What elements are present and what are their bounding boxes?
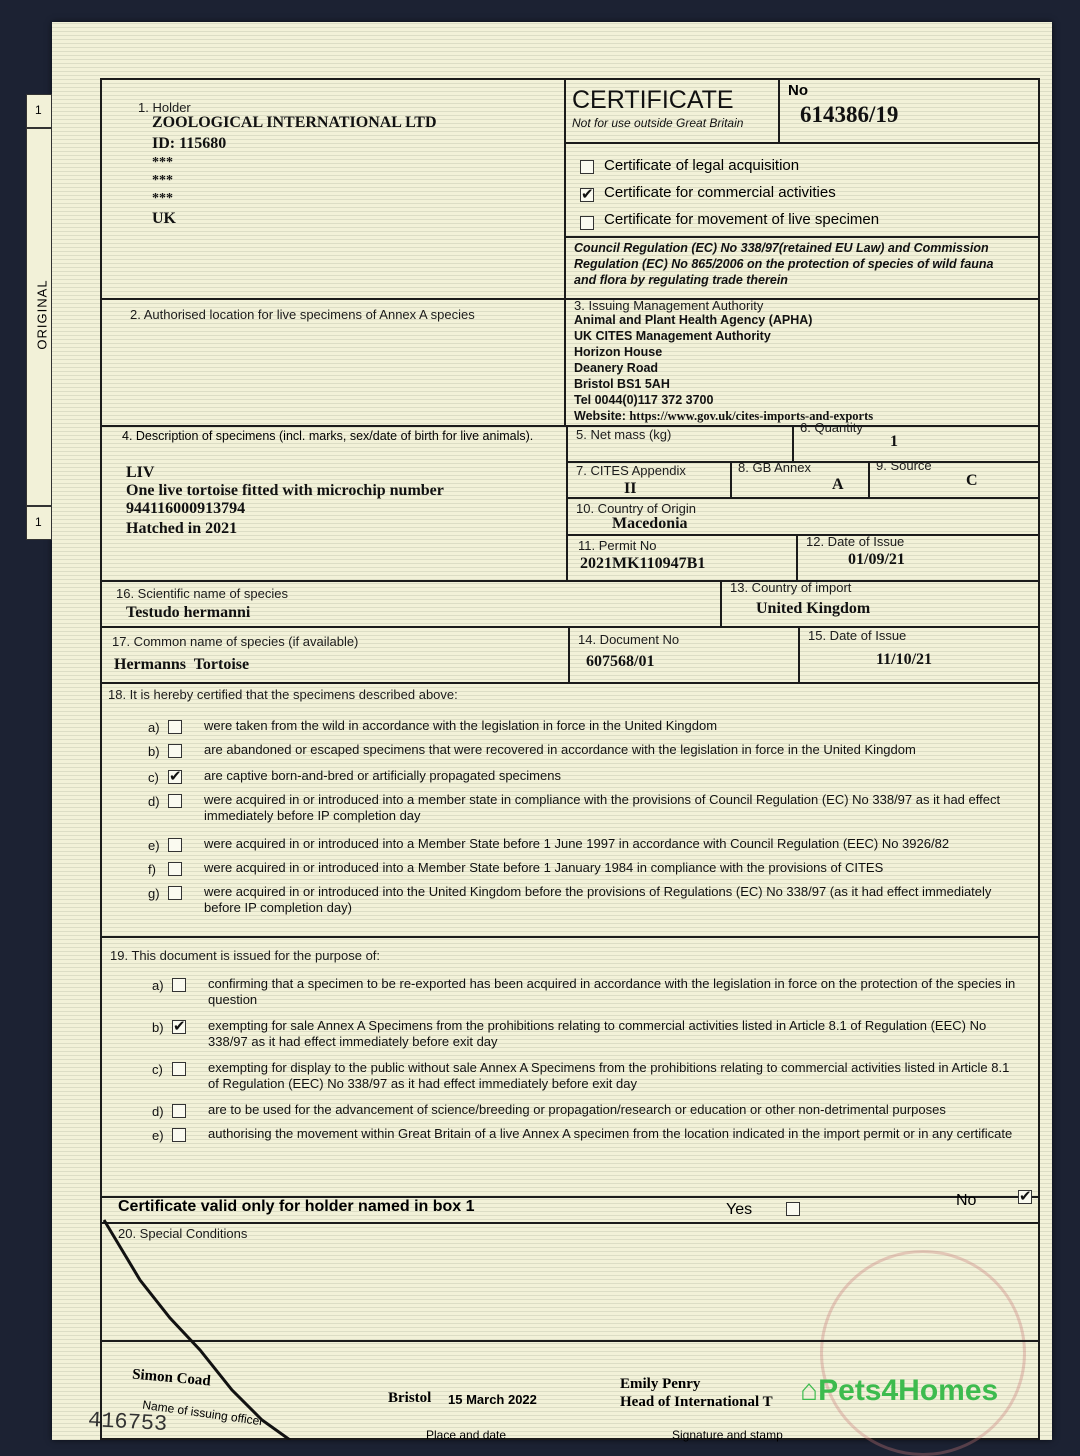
divider — [730, 461, 732, 497]
authority-line4: Deanery Road — [574, 361, 659, 375]
box18-item-letter: g) — [148, 886, 160, 901]
holder-line3: *** — [152, 191, 173, 206]
valid-yes-label: Yes — [726, 1201, 753, 1218]
side-strip-top — [26, 94, 52, 128]
commercial-activities-label: Certificate for commercial activities — [604, 184, 836, 201]
website-link[interactable]: https://www.gov.uk/cites-imports-and-exports — [629, 409, 874, 423]
box19-item-letter: b) — [152, 1020, 164, 1035]
box18-item-letter: b) — [148, 744, 160, 759]
box19-item-text: are to be used for the advancement of science/breeding or propagation/research or education or other non-detrimental purposes — [208, 1102, 946, 1117]
issue15-value: 11/10/21 — [876, 651, 933, 668]
permit-value: 2021MK110947B1 — [580, 555, 706, 572]
box19-item-text: exempting for sale Annex A Specimens from the prohibitions relating to commercial activities listed in Article 8.1 of Regulation (EEC) No 338/97 as it had effect immediately before exit day — [208, 1018, 987, 1049]
place: Bristol — [388, 1390, 432, 1406]
scientific-label: 16. Scientific name of species — [116, 586, 288, 601]
commercial-activities-checkbox[interactable] — [580, 188, 594, 202]
box19-item-checkbox[interactable] — [172, 1020, 186, 1034]
box19-item-text: exempting for display to the public without sale Annex A Specimens from the prohibitions relating to commercial activities listed in Article 8.1 of Regulation (EEC) No 338/97 as it had effect immediately before exit day — [208, 1060, 1010, 1091]
box18-item-letter: e) — [148, 838, 160, 853]
common-value: Hermanns Tortoise — [114, 656, 250, 673]
cites-appendix-value: II — [624, 480, 637, 497]
permit-label: 11. Permit No — [578, 538, 657, 553]
legal-acquisition-label: Certificate of legal acquisition — [604, 157, 800, 174]
box18-item-letter: d) — [148, 794, 160, 809]
box18-item-text: are abandoned or escaped specimens that were recovered in accordance with the legislation in force in the United Kingdom — [204, 742, 916, 757]
authority-label: 3. Issuing Management Authority — [574, 298, 764, 313]
box18-item-text: were acquired in or introduced into the United Kingdom before the provisions of Regulations (EC) No 338/97 (as it had effect immediately before IP completion day) — [204, 884, 992, 915]
box19-item-text: confirming that a specimen to be re-exported has been acquired in accordance with the legislation in force on the protection of the species in question — [208, 976, 1016, 1007]
divider — [778, 80, 780, 142]
description-line3: 944116000913794 — [126, 500, 246, 517]
quantity-value: 1 — [890, 433, 898, 450]
doc14-value: 607568/01 — [586, 653, 655, 670]
divider — [564, 142, 1040, 144]
doc14-label: 14. Document No — [578, 632, 680, 647]
holder-country: UK — [152, 210, 176, 227]
divider — [564, 236, 1040, 238]
box19-item-letter: a) — [152, 978, 164, 993]
authority-line3: Horizon House — [574, 345, 663, 359]
box19-item-checkbox[interactable] — [172, 1062, 186, 1076]
origin-value: Macedonia — [612, 515, 688, 532]
footer-number: 416753 — [87, 1407, 168, 1438]
box18-label: 18. It is hereby certified that the specimens described above: — [108, 687, 458, 702]
box18-item-text: are captive born-and-bred or artificially propagated specimens — [204, 768, 561, 783]
box18-item-text: were acquired in or introduced into a Member State before 1 January 1984 in compliance with the provisions of CITES — [204, 860, 884, 875]
quantity-label: 6. Quantity — [800, 420, 863, 435]
signer-name: Emily Penry — [620, 1376, 701, 1392]
issue12-value: 01/09/21 — [848, 551, 905, 568]
movement-live-label: Certificate for movement of live specimen — [604, 211, 880, 228]
box18-item-text: were acquired in or introduced into a Member State before 1 June 1997 in accordance with Council Regulation (EEC) No 3926/82 — [204, 836, 950, 851]
source-label: 9. Source — [876, 458, 932, 473]
box19-item-checkbox[interactable] — [172, 978, 186, 992]
description-label: 4. Description of specimens (incl. marks, sex/date of birth for live animals). — [122, 429, 534, 443]
description-line4: Hatched in 2021 — [126, 520, 238, 537]
divider — [720, 580, 722, 626]
box18-item-checkbox[interactable] — [168, 794, 182, 808]
divider — [796, 534, 798, 580]
issue-date: 15 March 2022 — [448, 1392, 537, 1407]
divider — [566, 534, 1040, 536]
authority-line2: UK CITES Management Authority — [574, 329, 771, 343]
box18-item-checkbox[interactable] — [168, 886, 182, 900]
description-line2: One live tortoise fitted with microchip number — [126, 482, 444, 499]
cites-appendix-label: 7. CITES Appendix — [576, 463, 686, 478]
certificate-number: 614386/19 — [800, 102, 899, 127]
box18-item-checkbox[interactable] — [168, 744, 182, 758]
house-icon: ⌂ — [800, 1374, 819, 1407]
scientific-value: Testudo hermanni — [126, 604, 251, 621]
divider — [102, 1340, 1040, 1342]
website-label: Website: — [574, 409, 626, 423]
box18-item-letter: a) — [148, 720, 160, 735]
side-bottom-number: 1 — [35, 515, 42, 529]
divider — [102, 1222, 1040, 1224]
valid-yes-checkbox[interactable] — [786, 1202, 800, 1216]
signature-label: Signature and stamp — [672, 1428, 783, 1442]
original-label: ORIGINAL — [34, 279, 50, 350]
origin-label: 10. Country of Origin — [576, 501, 696, 516]
valid-no-label: No — [956, 1192, 977, 1209]
box18-item-text: were taken from the wild in accordance with the legislation in force in the United Kingdom — [204, 718, 718, 733]
box19-item-checkbox[interactable] — [172, 1104, 186, 1118]
import13-label: 13. Country of import — [730, 580, 852, 595]
description-line1: LIV — [126, 464, 155, 481]
box18-item-checkbox[interactable] — [168, 770, 182, 784]
source-value: C — [966, 472, 978, 489]
pets4homes-watermark — [800, 1374, 998, 1408]
box19-item-text: authorising the movement within Great Britain of a live Annex A specimen from the location indicated in the import permit or in any certificate — [208, 1126, 1013, 1141]
side-strip-bottom — [26, 506, 52, 540]
legal-acquisition-checkbox[interactable] — [580, 160, 594, 174]
common-label: 17. Common name of species (if available) — [112, 634, 359, 649]
side-top-number: 1 — [35, 103, 42, 117]
officer-name: Simon Coad — [131, 1366, 212, 1390]
divider — [102, 298, 1040, 300]
divider — [568, 626, 570, 682]
box19-item-letter: d) — [152, 1104, 164, 1119]
divider — [102, 682, 1040, 684]
holder-id: ID: 115680 — [152, 135, 227, 152]
issue12-label: 12. Date of Issue — [806, 534, 905, 549]
side-strip — [26, 128, 52, 506]
box2-label: 2. Authorised location for live specimens of Annex A species — [130, 307, 475, 322]
import13-value: United Kingdom — [756, 600, 871, 617]
holder-line1: *** — [152, 155, 173, 170]
box18-item-checkbox[interactable] — [168, 838, 182, 852]
valid-holder-text: Certificate valid only for holder named in box 1 — [118, 1198, 475, 1215]
divider — [102, 580, 1040, 582]
certificate-title: CERTIFICATE — [572, 86, 734, 114]
signer-title: Head of International T — [620, 1394, 773, 1410]
gb-annex-label: 8. GB Annex — [738, 460, 811, 475]
authority-line5: Bristol BS1 5AH — [574, 377, 670, 391]
box18-item-checkbox[interactable] — [168, 862, 182, 876]
box18-item-letter: c) — [148, 770, 159, 785]
certificate-no-label: No — [788, 82, 808, 99]
divider — [566, 497, 1040, 499]
divider — [566, 425, 568, 580]
box20-label: 20. Special Conditions — [118, 1226, 248, 1241]
box18-item-letter: f) — [148, 862, 156, 877]
regulation-text: Council Regulation (EC) No 338/97(retained EU Law) and Commission Regulation (EC) No 865/2006 on the protection of species of wild fauna and flora by regulating trade therein — [574, 241, 994, 287]
box18-item-checkbox[interactable] — [168, 720, 182, 734]
holder-label: 1. Holder — [138, 100, 191, 115]
divider — [564, 80, 566, 425]
gb-annex-value: A — [832, 476, 844, 493]
authority-line1: Animal and Plant Health Agency (APHA) — [574, 313, 813, 327]
movement-live-checkbox[interactable] — [580, 216, 594, 230]
divider — [798, 626, 800, 682]
box19-item-letter: e) — [152, 1128, 164, 1143]
divider — [102, 425, 1040, 427]
divider — [792, 425, 794, 461]
box19-item-letter: c) — [152, 1062, 163, 1077]
holder-line2: *** — [152, 173, 173, 188]
issue15-label: 15. Date of Issue — [808, 628, 907, 643]
authority-line6: Tel 0044(0)117 372 3700 — [574, 393, 714, 407]
box19-label: 19. This document is issued for the purpose of: — [110, 948, 381, 963]
box19-item-checkbox[interactable] — [172, 1128, 186, 1142]
valid-no-checkbox[interactable] — [1018, 1190, 1032, 1204]
divider — [102, 936, 1040, 938]
holder-name: ZOOLOGICAL INTERNATIONAL LTD — [152, 114, 437, 131]
net-mass-label: 5. Net mass (kg) — [576, 427, 672, 442]
officer-label: Name of issuing officer — [141, 1397, 265, 1429]
place-date-label: Place and date — [426, 1428, 507, 1442]
watermark-text: Pets4Homes — [818, 1374, 999, 1407]
divider — [868, 461, 870, 497]
certificate-subtitle: Not for use outside Great Britain — [572, 116, 744, 130]
box18-item-text: were acquired in or introduced into a member state in compliance with the provisions of Council Regulation (EC) No 338/97 as it had effect immediately before IP completion day — [204, 792, 1001, 823]
authority-block — [574, 312, 873, 424]
official-stamp — [820, 1250, 1026, 1456]
